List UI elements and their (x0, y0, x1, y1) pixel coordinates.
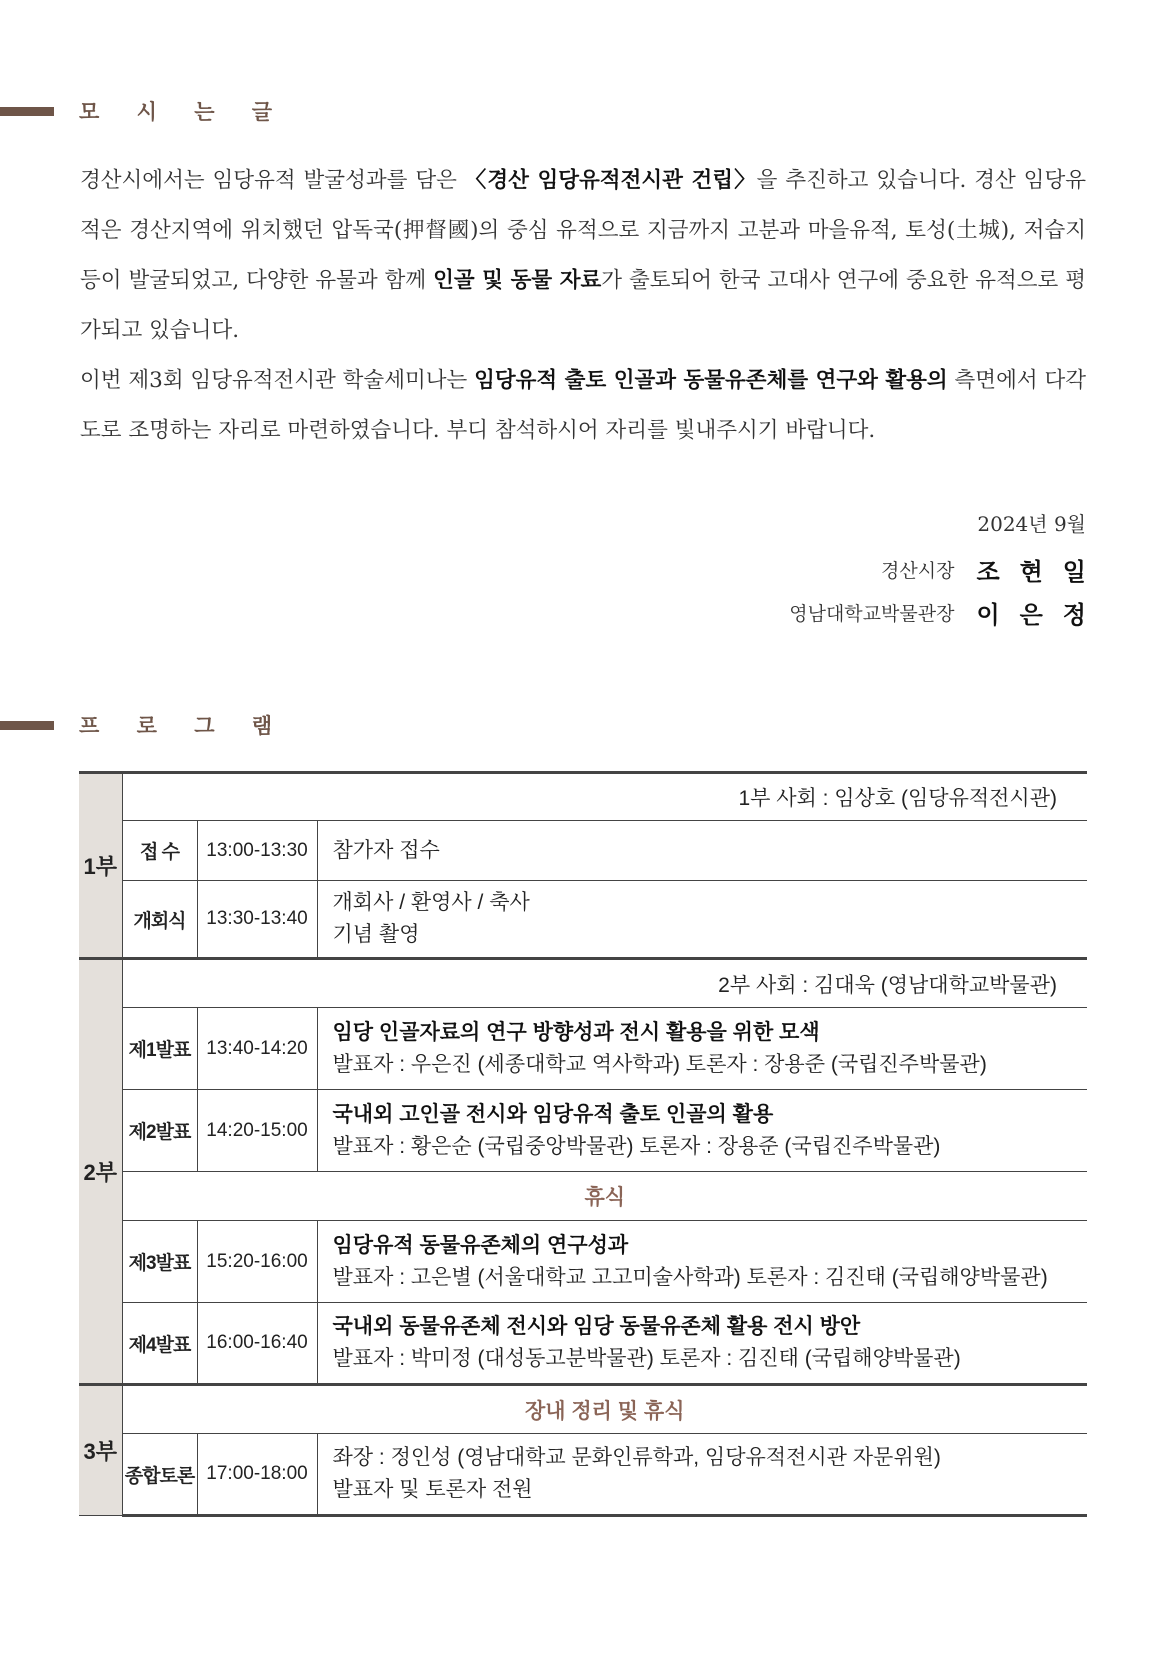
program-heading (0, 710, 287, 740)
session-desc (317, 1090, 1087, 1172)
table-row (79, 1385, 1087, 1434)
invitation-body (80, 156, 1086, 456)
session-desc (317, 881, 1087, 959)
session-label: 제1발표 (122, 1008, 197, 1090)
presenters: 발표자 : 우은진 (세종대학교 역사학과) 토론자 : 장용준 (국립진주박물관) (332, 1052, 987, 1076)
signer-name: 조현일 (976, 557, 1106, 586)
table-row (79, 881, 1087, 959)
p2-bold-b: 임당유적 출토 인골과 동물유존체를 연구와 활용의 (474, 368, 948, 393)
desc-line: 발표자 및 토론자 전원 (332, 1478, 533, 1501)
signature-museum-director (789, 595, 1106, 630)
session-label: 개회식 (122, 881, 197, 959)
table-row (79, 1172, 1087, 1221)
invitation-title: 모 시 는 글 (79, 100, 288, 124)
p2-text-c: 측면에서 다각도로 조명하는 자리로 마련하였습니다. 부디 참석하시어 자리를 빛내주시기 바랍니다. (80, 368, 1086, 443)
table-row (79, 959, 1087, 1008)
table-row (79, 1221, 1087, 1303)
session-label: 제3발표 (122, 1221, 197, 1303)
presenters: 발표자 : 고은별 (서울대학교 고고미술사학과) 토론자 : 김진태 (국립해양박물관) (332, 1265, 1048, 1289)
table-row (79, 1008, 1087, 1090)
session-time: 16:00-16:40 (197, 1303, 317, 1385)
signer-role: 영남대학교박물관장 (789, 603, 955, 625)
session-desc (317, 1221, 1087, 1303)
session-time: 17:00-18:00 (197, 1434, 317, 1516)
presenters: 발표자 : 박미정 (대성동고분박물관) 토론자 : 김진태 (국립해양박물관) (332, 1347, 961, 1370)
session-label: 종합토론 (122, 1434, 197, 1516)
invitation-heading (0, 96, 287, 126)
mc-info: 2부 사회 : 김대욱 (영남대학교박물관) (122, 959, 1087, 1008)
presentation-title: 임당유적 동물유존체의 연구성과 (332, 1233, 629, 1257)
session-desc (317, 821, 1087, 881)
session-time: 13:30-13:40 (197, 881, 317, 959)
part-label-2: 2부 (79, 959, 122, 1385)
session-desc (317, 1434, 1087, 1516)
letter-date: 2024년 9월 (977, 512, 1086, 536)
table-row (79, 1434, 1087, 1516)
presentation-title: 임당 인골자료의 연구 방향성과 전시 활용을 위한 모색 (332, 1020, 820, 1044)
signer-role: 경산시장 (881, 560, 955, 582)
session-time: 15:20-16:00 (197, 1221, 317, 1303)
session-time: 13:00-13:30 (197, 821, 317, 881)
break-row: 휴식 (122, 1172, 1087, 1221)
table-row (79, 1303, 1087, 1385)
session-label: 제2발표 (122, 1090, 197, 1172)
session-time: 13:40-14:20 (197, 1008, 317, 1090)
desc-line: 기념 촬영 (332, 923, 420, 946)
table-row (79, 1090, 1087, 1172)
table-row (79, 773, 1087, 821)
program-table (79, 771, 1087, 1517)
session-time: 14:20-15:00 (197, 1090, 317, 1172)
p1-bold-d: 인골 및 동물 자료 (433, 268, 602, 293)
presenters: 발표자 : 황은순 (국립중앙박물관) 토론자 : 장용준 (국립진주박물관) (332, 1134, 941, 1158)
program-title: 프 로 그 램 (79, 714, 288, 738)
p2-text-a: 이번 제3회 임당유적전시관 학술세미나는 (80, 368, 475, 393)
session-desc (317, 1008, 1087, 1090)
session-desc (317, 1303, 1087, 1385)
p1-text-e: 가 출토되어 한국 고대사 연구에 중요한 유적으로 평가되고 있습니다. (80, 268, 1087, 343)
presentation-title: 국내외 동물유존체 전시와 임당 동물유존체 활용 전시 방안 (332, 1315, 861, 1338)
mc-info: 1부 사회 : 임상호 (임당유적전시관) (122, 773, 1087, 821)
desc-line: 개회사 / 환영사 / 축사 (332, 891, 530, 914)
session-label: 접 수 (122, 821, 197, 881)
break-row: 장내 정리 및 휴식 (122, 1385, 1087, 1434)
part-label-3: 3부 (79, 1385, 122, 1516)
signature-mayor (881, 552, 1106, 587)
heading-bar (0, 107, 54, 116)
session-label: 제4발표 (122, 1303, 197, 1385)
part-label-1: 1부 (79, 773, 122, 959)
desc-line: 참가자 접수 (332, 838, 440, 862)
p1-text-a: 경산시에서는 임당유적 발굴성과를 담은 (80, 168, 465, 193)
desc-line: 좌장 : 정인성 (영남대학교 문화인류학과, 임당유적전시관 자문위원) (332, 1446, 941, 1469)
p1-text-c: 을 추진하고 있습니다. 경산 임당유적은 경산지역에 위치했던 압독국(押督國)의 중심 유적으로 지금까지 고분과 마을유적, 토성(土城), 저습지 등이 발굴되었고, 다양한 유물과 함께 (80, 168, 1086, 293)
heading-bar (0, 721, 54, 730)
presentation-title: 국내외 고인골 전시와 임당유적 출토 인골의 활용 (332, 1102, 774, 1126)
table-row (79, 821, 1087, 881)
signer-name: 이은정 (976, 600, 1106, 629)
p1-bold-b: 〈경산 임당유적전시관 건립〉 (464, 168, 757, 193)
